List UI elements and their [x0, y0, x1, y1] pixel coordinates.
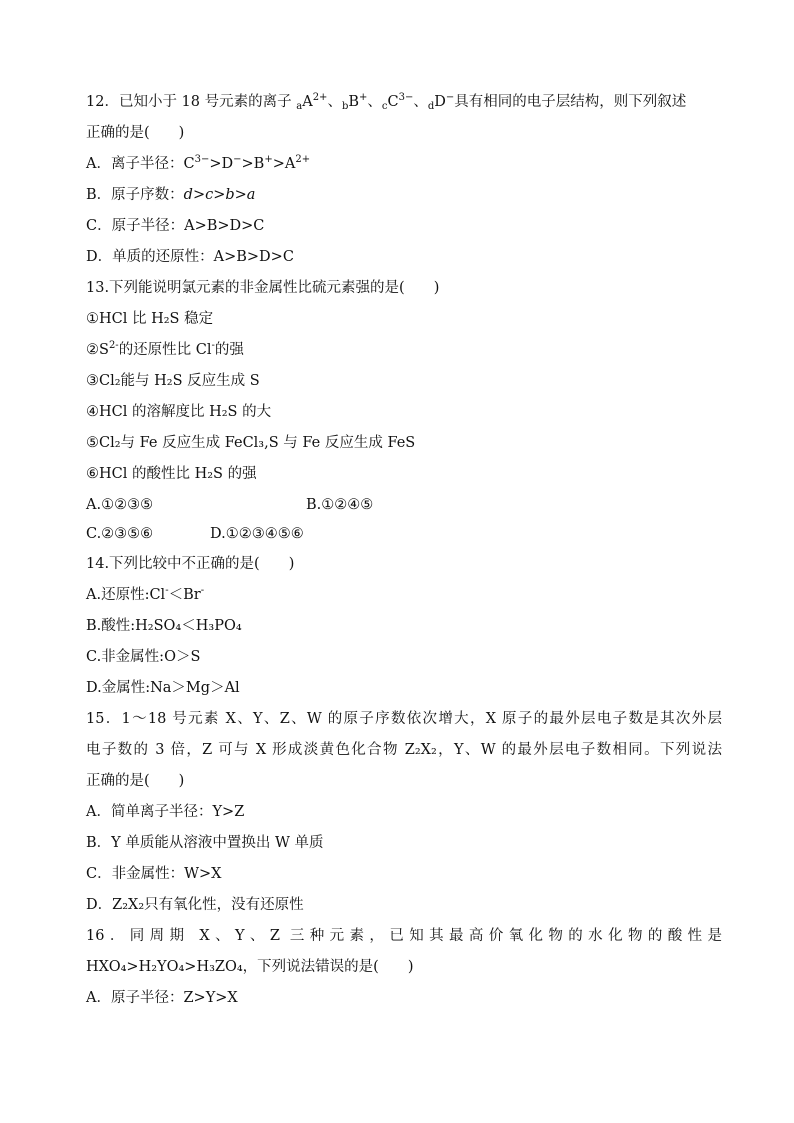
q12-stem-part2: 具有相同的电子层结构，则下列叙述 [454, 94, 687, 110]
ion-a-prefix: a [296, 101, 303, 112]
q13-option-d: D.①②③④⑤⑥ [210, 526, 304, 542]
q15-option-b: B．Y 单质能从溶液中置换出 W 单质 [86, 835, 324, 851]
ion-c-prefix: c [381, 101, 388, 112]
q13-item-4: ④HCl 的溶解度比 H₂S 的大 [86, 404, 272, 420]
ion-b: B [348, 94, 359, 110]
q12-stem-line2: 正确的是( ) [86, 125, 185, 141]
item-text: 的还原性比 Cl [118, 342, 212, 358]
separator: 、 [367, 94, 382, 110]
ion-d-prefix: d [427, 101, 435, 112]
q12-stem-line1 [86, 92, 686, 117]
charge: 2- [108, 340, 119, 352]
q12-stem-part1: 12．已知小于 18 号元素的离子 [86, 94, 297, 110]
q12-option-c: C．原子半径：A>B>D>C [86, 218, 265, 234]
item-text: 的强 [214, 342, 244, 358]
q16-stem-line1: 16．同周期 X、Y、Z 三种元素，已知其最高价氧化物的水化物的酸性是 [86, 928, 722, 944]
option-text: ＜Br [168, 587, 201, 603]
q12-option-a [86, 154, 310, 174]
charge: − [233, 154, 242, 166]
ion-c-charge: 3− [398, 92, 414, 104]
option-label: B．原子序数： [86, 187, 184, 203]
option-text: A.还原性:Cl [86, 587, 166, 603]
charge: - [165, 585, 169, 597]
ion-b-charge: + [359, 92, 368, 104]
charge: - [200, 585, 205, 597]
q15-stem-line3: 正确的是( ) [86, 773, 185, 789]
ion-d-charge: − [445, 92, 455, 104]
q12-option-d: D．单质的还原性：A>B>D>C [86, 249, 294, 265]
q15-option-d: D．Z₂X₂只有氧化性，没有还原性 [86, 897, 304, 913]
option-label: A．离子半径： [86, 156, 184, 172]
charge: + [264, 154, 273, 166]
q13-item-2 [86, 340, 244, 360]
ion-a: A [302, 94, 313, 110]
ion-b-prefix: b [341, 101, 349, 112]
q13-item-5: ⑤Cl₂与 Fe 反应生成 FeCl₃,S 与 Fe 反应生成 FeS [86, 435, 416, 451]
option-text: >D [209, 156, 234, 172]
q15-stem-line2: 电子数的 3 倍，Z 可与 X 形成淡黄色化合物 Z₂X₂，Y、W 的最外层电子数相同。下列说法 [86, 742, 722, 758]
q13-option-b: B.①②④⑤ [306, 497, 374, 513]
ion-a-charge: 2+ [312, 92, 328, 104]
charge: 2+ [295, 154, 311, 166]
charge: - [211, 340, 215, 352]
q13-item-1: ①HCl 比 H₂S 稳定 [86, 311, 214, 327]
q14-option-b: B.酸性:H₂SO₄＜H₃PO₄ [86, 618, 242, 634]
q13-item-6: ⑥HCl 的酸性比 H₂S 的强 [86, 466, 257, 482]
option-value: d>c>b>a [183, 187, 256, 203]
option-text: C [183, 156, 195, 172]
option-text: >B [241, 156, 265, 172]
separator: 、 [327, 94, 342, 110]
ion-d: D [434, 94, 446, 110]
q13-option-a: A.①②③⑤ [86, 497, 154, 513]
q13-stem: 13.下列能说明氯元素的非金属性比硫元素强的是( ) [86, 280, 440, 296]
q14-option-c: C.非金属性:O＞S [86, 649, 201, 665]
q15-stem-line1: 15．1～18 号元素 X、Y、Z、W 的原子序数依次增大，X 原子的最外层电子数是其次外层 [86, 711, 722, 727]
separator: 、 [413, 94, 428, 110]
charge: 3− [194, 154, 210, 166]
option-text: >A [272, 156, 296, 172]
q15-option-c: C．非金属性：W>X [86, 866, 222, 882]
q15-option-a: A．简单离子半径：Y>Z [86, 804, 245, 820]
item-text: ②S [86, 342, 109, 358]
q13-option-c: C.②③⑤⑥ [86, 526, 154, 542]
q13-item-3: ③Cl₂能与 H₂S 反应生成 S [86, 373, 260, 389]
q16-option-a: A．原子半径：Z>Y>X [86, 990, 238, 1006]
q16-stem-line2: HXO₄>H₂YO₄>H₃ZO₄，下列说法错误的是( ) [86, 959, 414, 975]
q12-option-b [86, 185, 255, 205]
q14-stem: 14.下列比较中不正确的是( ) [86, 556, 295, 572]
ion-c: C [387, 94, 399, 110]
q14-option-a [86, 585, 204, 605]
q14-option-d: D.金属性:Na＞Mg＞Al [86, 680, 240, 696]
